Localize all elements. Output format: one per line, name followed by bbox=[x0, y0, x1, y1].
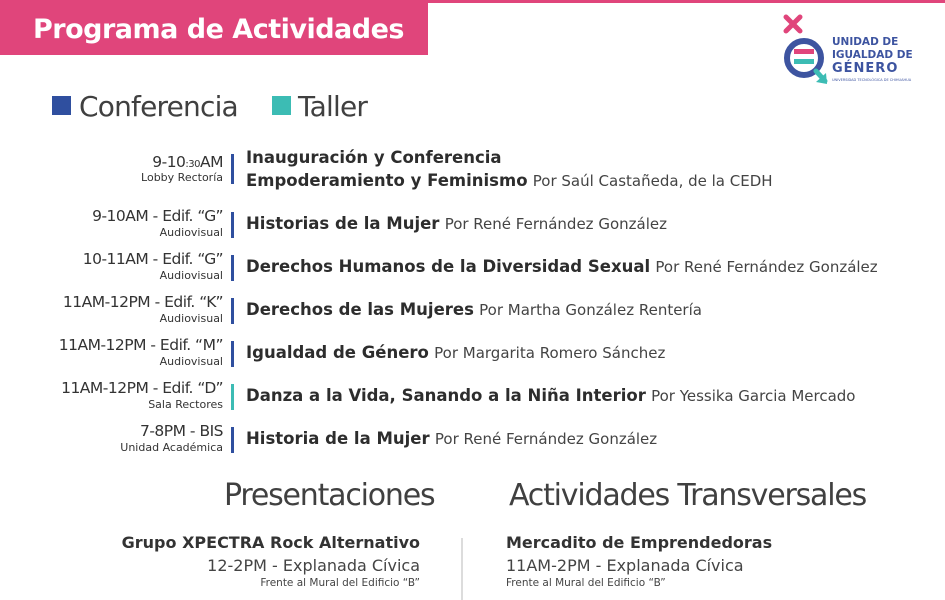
event-title-line bbox=[246, 300, 702, 319]
logo-text-line2: IGUALDAD DE bbox=[832, 49, 913, 61]
event-time: 9-10AM - Edif. “G” bbox=[92, 207, 223, 225]
event-title-line bbox=[246, 429, 657, 448]
event-place: Lobby Rectoría bbox=[141, 171, 223, 184]
event-time-start: 9-10 bbox=[152, 153, 186, 171]
event-title: Historia de la Mujer bbox=[246, 429, 430, 448]
logo-text-line3: GÉNERO bbox=[832, 61, 899, 76]
transversal-time: 11AM-2PM - Explanada Cívica bbox=[506, 556, 744, 575]
event-time: 11AM-12PM - Edif. “K” bbox=[62, 293, 223, 311]
event-title-line bbox=[246, 214, 667, 233]
transversal-name: Mercadito de Emprendedoras bbox=[506, 533, 773, 552]
event-time: 11AM-12PM - Edif. “M” bbox=[58, 336, 223, 354]
transversales-heading: Actividades Transversales bbox=[509, 478, 867, 513]
event-speaker: Por René Fernández González bbox=[444, 215, 667, 233]
title-banner bbox=[0, 3, 428, 55]
event-place: Sala Rectores bbox=[148, 398, 223, 411]
legend-swatch-taller bbox=[272, 96, 291, 115]
event-type-bar bbox=[231, 298, 234, 324]
event-speaker: Por René Fernández González bbox=[655, 258, 878, 276]
event-type-bar bbox=[231, 384, 234, 410]
event-place: Audiovisual bbox=[159, 312, 223, 325]
event-title-2: Empoderamiento y Feminismo bbox=[246, 171, 528, 190]
event-place: Audiovisual bbox=[159, 355, 223, 368]
event-place: Audiovisual bbox=[159, 269, 223, 282]
presentation-name: Grupo XPECTRA Rock Alternativo bbox=[121, 533, 420, 552]
event-title: Historias de la Mujer bbox=[246, 214, 440, 233]
page-title: Programa de Actividades bbox=[33, 14, 404, 45]
event-title-line1 bbox=[246, 148, 502, 167]
event-title-line bbox=[246, 343, 665, 362]
event-speaker: Por Martha González Rentería bbox=[479, 301, 702, 319]
event-speaker: Por René Fernández González bbox=[434, 430, 658, 448]
gender-equality-icon bbox=[780, 14, 830, 90]
event-type-bar bbox=[231, 154, 234, 184]
logo-text-line1: UNIDAD DE bbox=[832, 36, 899, 48]
event-time: 10-11AM - Edif. “G” bbox=[82, 250, 223, 268]
logo bbox=[780, 14, 940, 90]
legend-label-conferencia: Conferencia bbox=[79, 90, 238, 123]
event-place: Audiovisual bbox=[159, 226, 223, 239]
event-title-line bbox=[246, 386, 855, 405]
event-type-bar bbox=[231, 427, 234, 453]
event-type-bar bbox=[231, 212, 234, 238]
presentation-time: 12-2PM - Explanada Cívica bbox=[207, 556, 420, 575]
logo-text-line4: UNIVERSIDAD TECNOLÓGICA DE CHIHUAHUA bbox=[832, 78, 912, 82]
event-speaker: Por Margarita Romero Sánchez bbox=[434, 344, 666, 362]
event-time: 11AM-12PM - Edif. “D” bbox=[61, 379, 223, 397]
event-time: 7-8PM - BIS bbox=[139, 422, 223, 440]
event-type-bar bbox=[231, 255, 234, 281]
transversal-location: Frente al Mural del Edificio “B” bbox=[506, 577, 666, 589]
event-speaker: Por Yessika Garcia Mercado bbox=[651, 387, 856, 405]
event-speaker: Por Saúl Castañeda, de la CEDH bbox=[532, 172, 773, 190]
presentation-location: Frente al Mural del Edificio “B” bbox=[260, 577, 420, 589]
event-time-minutes: :30 bbox=[185, 159, 201, 170]
event-time bbox=[152, 153, 223, 171]
event-title: Derechos de las Mujeres bbox=[246, 300, 474, 319]
event-type-bar bbox=[231, 341, 234, 367]
event-place: Unidad Académica bbox=[120, 441, 223, 454]
legend-label-taller: Taller bbox=[298, 90, 368, 123]
event-title: Derechos Humanos de la Diversidad Sexual bbox=[246, 257, 651, 276]
presentaciones-heading: Presentaciones bbox=[224, 478, 435, 513]
event-title: Igualdad de Género bbox=[246, 343, 429, 362]
legend-swatch-conferencia bbox=[52, 96, 71, 115]
event-title: Danza a la Vida, Sanando a la Niña Interior bbox=[246, 386, 646, 405]
section-divider bbox=[461, 538, 463, 600]
event-time-period: AM bbox=[200, 153, 223, 171]
event-title: Inauguración y Conferencia bbox=[246, 148, 502, 167]
event-title-line2 bbox=[246, 171, 773, 190]
event-title-line bbox=[246, 257, 878, 276]
